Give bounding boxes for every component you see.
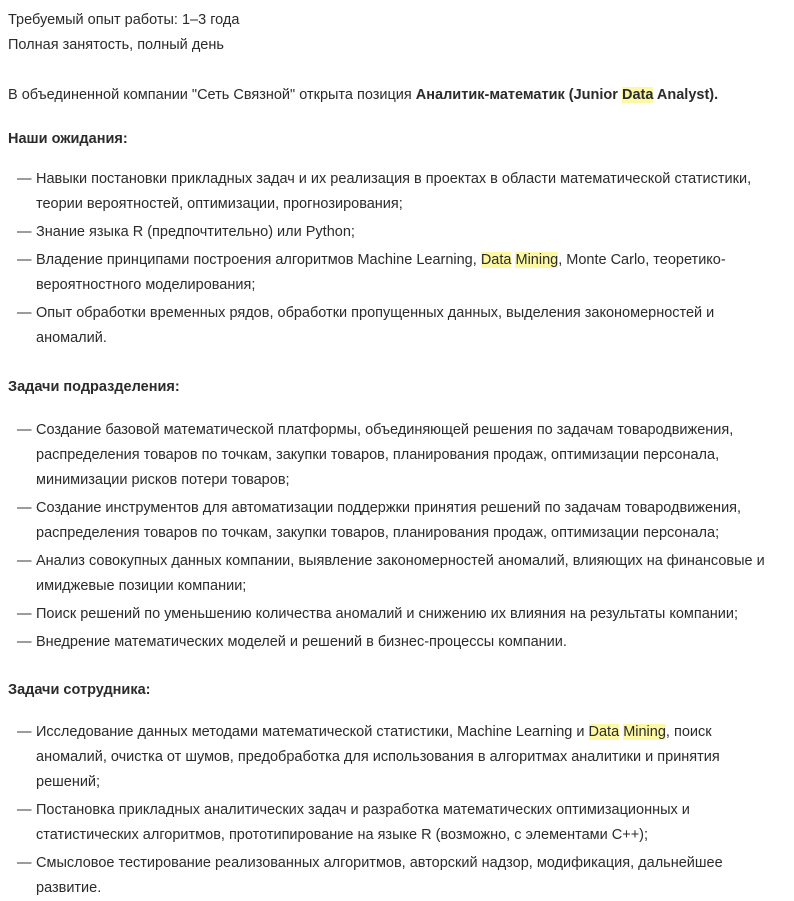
list-item: [8, 301, 782, 351]
search-highlight-data: Data: [621, 87, 654, 103]
bullet-dash-icon: —: [17, 553, 32, 569]
list-item-text: Смысловое тестирование реализованных алгоритмов, авторский надзор, модификация, дальнейшее развитие.: [36, 855, 723, 896]
experience-requirement-line: Требуемый опыт работы: 1–3 года: [8, 12, 240, 28]
list-item: [8, 798, 782, 848]
bullet-dash-icon: —: [17, 606, 32, 622]
employment-type-line: Полная занятость, полный день: [8, 37, 224, 53]
section-heading-employee-tasks: Задачи сотрудника:: [8, 682, 151, 698]
bullet-dash-icon: —: [17, 802, 32, 818]
search-highlight-mining: Mining: [623, 724, 666, 740]
position-title-after-highlight: Analyst).: [653, 87, 719, 103]
bullet-dash-icon: —: [17, 171, 32, 187]
list-item-text: Внедрение математических моделей и решений в бизнес-процессы компании.: [36, 634, 567, 650]
list-item: [8, 496, 782, 546]
employee-tasks-list: [8, 720, 782, 901]
intro-paragraph: [8, 84, 782, 106]
section-heading-division-tasks: Задачи подразделения:: [8, 379, 180, 395]
search-highlight-mining: Mining: [515, 252, 559, 268]
list-item: [8, 167, 782, 217]
list-item-text: Постановка прикладных аналитических задач и разработка математических оптимизационных и статистических алгоритмов, прототипирование на языке R (возможно, с элементами C++);: [36, 802, 690, 843]
list-item-text-before: Владение принципами построения алгоритмов Machine Learning,: [36, 252, 481, 268]
bullet-dash-icon: —: [17, 224, 32, 240]
bullet-dash-icon: —: [17, 305, 32, 321]
list-item-text: Создание базовой математической платформы, объединяющей решения по задачам товародвижения, распределения товаров по точкам, закупки товаров, планирования продаж, оптимизации персонала, минимизации рисков потери товаров;: [36, 422, 734, 488]
list-item-text: Навыки постановки прикладных задач и их реализация в проектах в области математической статистики, теории вероятностей, оптимизации, прогнозирования;: [36, 171, 752, 212]
bullet-dash-icon: —: [17, 500, 32, 516]
list-item-text: Поиск решений по уменьшению количества аномалий и снижению их влияния на результаты компании;: [36, 606, 739, 622]
list-item: [8, 602, 782, 627]
list-item: [8, 720, 782, 795]
division-tasks-list: [8, 418, 782, 655]
list-item-text: Анализ совокупных данных компании, выявление закономерностей аномалий, влияющих на финансовые и имиджевые позиции компании;: [36, 553, 765, 594]
list-item-text-before: Исследование данных методами математической статистики, Machine Learning и: [36, 724, 589, 740]
expectations-list: [8, 167, 782, 351]
list-item-text-after: , поиск аномалий, очистка от шумов, предобработка для использования в алгоритмах аналитики и принятия решений;: [36, 724, 720, 790]
search-highlight-data: Data: [480, 252, 512, 268]
bullet-dash-icon: —: [17, 855, 32, 871]
list-item-text: Создание инструментов для автоматизации поддержки принятия решений по задачам товародвижения, распределения товаров по точкам, закупки товаров, планирования продаж, оптимизации персонала;: [36, 500, 742, 541]
list-item-text: Знание языка R (предпочтительно) или Python;: [36, 224, 355, 240]
bullet-dash-icon: —: [17, 252, 32, 268]
list-item: [8, 418, 782, 493]
section-heading-expectations: Наши ожидания:: [8, 131, 128, 147]
position-title-before-highlight: Аналитик-математик (Junior: [415, 87, 622, 103]
bullet-dash-icon: —: [17, 422, 32, 438]
bullet-dash-icon: —: [17, 724, 32, 740]
list-item-text: Опыт обработки временных рядов, обработки пропущенных данных, выделения закономерностей и аномалий.: [36, 305, 715, 346]
list-item: [8, 630, 782, 655]
list-item: [8, 248, 782, 298]
bullet-dash-icon: —: [17, 634, 32, 650]
intro-text-before: В объединенной компании "Сеть Связной" открыта позиция: [8, 87, 416, 103]
list-item: [8, 851, 782, 901]
position-title: [416, 87, 718, 103]
search-highlight-data: Data: [588, 724, 620, 740]
list-item: [8, 549, 782, 599]
list-item: [8, 220, 782, 245]
list-item-text-after: , Monte Carlo, теоретико-вероятностного моделирования;: [36, 252, 726, 293]
